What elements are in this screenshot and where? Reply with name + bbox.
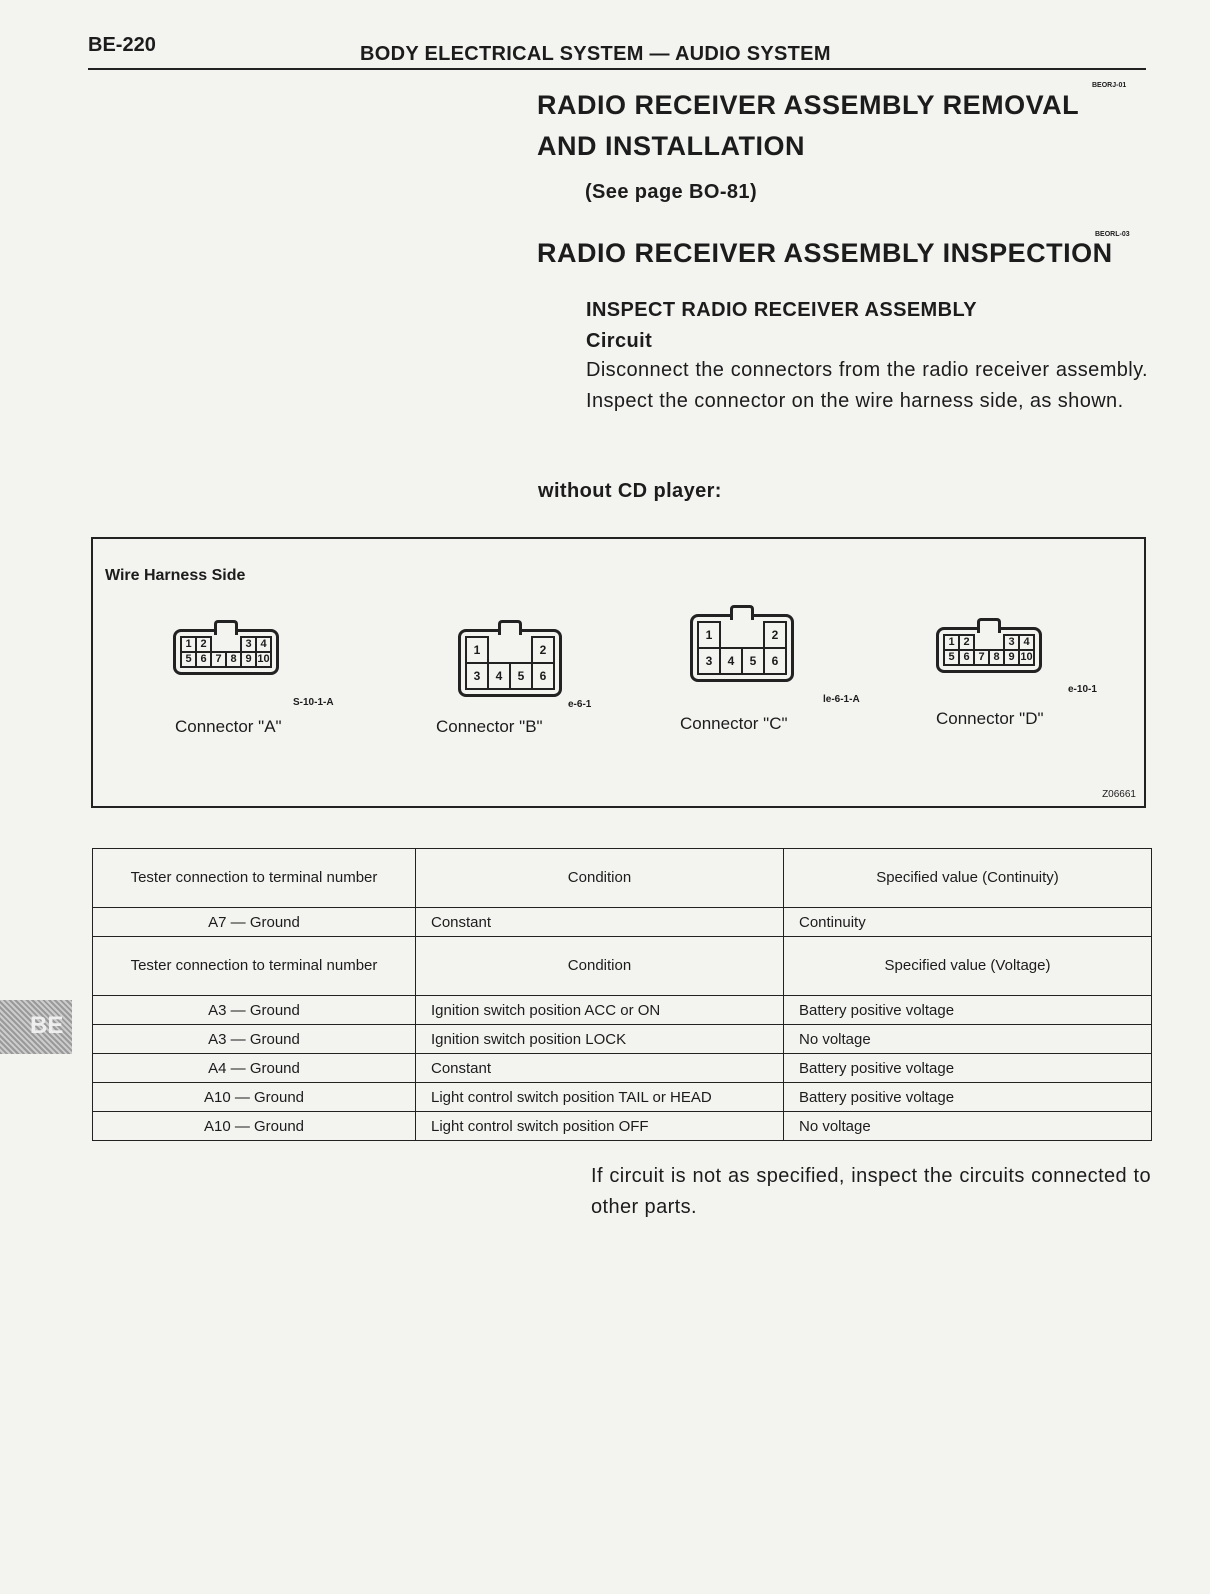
connector-label: Connector "B" [436, 717, 543, 736]
connector-pin: 3 [466, 663, 488, 689]
terminal-cell: A7 — Ground [93, 908, 416, 937]
table-row [93, 908, 1152, 937]
subheading: INSPECT RADIO RECEIVER ASSEMBLY [586, 299, 977, 321]
header-condition: Condition [416, 937, 784, 996]
connector-pin: 5 [944, 650, 959, 665]
condition-cell: Light control switch position TAIL or HEAD [416, 1083, 784, 1112]
connector-c-diagram [690, 614, 794, 687]
header-value: Specified value (Voltage) [784, 937, 1152, 996]
connector-latch [730, 605, 754, 620]
connector-gap [742, 622, 764, 648]
table-header [93, 937, 1152, 996]
connector-pin: 4 [1019, 635, 1034, 650]
connector-code: e-10-1 [1068, 684, 1097, 695]
connector-pin: 5 [510, 663, 532, 689]
section-tab [0, 1000, 72, 1054]
connector-gap [974, 635, 989, 650]
variant-label: without CD player: [538, 480, 722, 502]
terminal-cell: A4 — Ground [93, 1054, 416, 1083]
table-row [93, 1025, 1152, 1054]
connector-d-diagram [936, 627, 1042, 678]
connector-pin: 2 [532, 637, 554, 663]
connector-pin: 4 [720, 648, 742, 674]
terminal-cell: A10 — Ground [93, 1112, 416, 1141]
section-code: BEORJ-01 [1092, 82, 1127, 89]
section-title: AND INSTALLATION [537, 131, 805, 161]
connector-a-diagram [173, 629, 279, 680]
page-number: BE-220 [88, 34, 156, 56]
connector-pin: 4 [256, 637, 271, 652]
connector-pin: 2 [196, 637, 211, 652]
connector-pin: 7 [974, 650, 989, 665]
section-tab-label: BE [30, 1012, 64, 1039]
connector-label: Connector "D" [936, 709, 1044, 728]
value-cell: Battery positive voltage [784, 996, 1152, 1025]
connector-pin: 6 [196, 652, 211, 667]
connector-pin: 8 [989, 650, 1004, 665]
connector-label: Connector "C" [680, 714, 788, 733]
value-cell: No voltage [784, 1112, 1152, 1141]
section-title: RADIO RECEIVER ASSEMBLY INSPECTION [537, 238, 1113, 268]
connector-pin: 10 [1020, 651, 1033, 663]
connector-b-diagram [458, 629, 562, 702]
diagram-title: Wire Harness Side [105, 567, 246, 584]
connector-pin: 5 [742, 648, 764, 674]
connector-gap [720, 622, 742, 648]
connector-code: S-10-1-A [293, 697, 334, 708]
page-reference: (See page BO-81) [585, 181, 758, 203]
connector-latch [977, 618, 1001, 633]
connector-latch [214, 620, 238, 635]
connector-label: Connector "A" [175, 717, 282, 736]
connector-pin: 9 [1004, 650, 1019, 665]
connector-pin: 1 [698, 622, 720, 648]
connector-latch [498, 620, 522, 635]
condition-cell: Light control switch position OFF [416, 1112, 784, 1141]
connector-pin: 1 [944, 635, 959, 650]
connector-pin: 3 [1004, 635, 1019, 650]
connector-pin: 3 [698, 648, 720, 674]
instruction-paragraph: Disconnect the connectors from the radio receiver assembly. Inspect the connector on the wire harness side, as shown. [586, 359, 1148, 412]
connector-pin: 1 [466, 637, 488, 663]
value-cell: Battery positive voltage [784, 1083, 1152, 1112]
connector-code: le-6-1-A [823, 694, 860, 705]
connector-gap [226, 637, 241, 652]
connector-pin: 6 [532, 663, 554, 689]
condition-cell: Constant [416, 1054, 784, 1083]
value-cell: No voltage [784, 1025, 1152, 1054]
connector-gap [989, 635, 1004, 650]
section-title: RADIO RECEIVER ASSEMBLY REMOVAL [537, 90, 1080, 120]
connector-pin: 8 [226, 652, 241, 667]
connector-pin: 7 [211, 652, 226, 667]
header-value: Specified value (Continuity) [784, 849, 1152, 908]
header-title: BODY ELECTRICAL SYSTEM — AUDIO SYSTEM [360, 43, 831, 65]
header-condition: Condition [416, 849, 784, 908]
table-row [93, 1054, 1152, 1083]
condition-cell: Ignition switch position LOCK [416, 1025, 784, 1054]
header-terminal: Tester connection to terminal number [93, 849, 416, 908]
value-cell: Continuity [784, 908, 1152, 937]
connector-pin: 3 [241, 637, 256, 652]
condition-cell: Constant [416, 908, 784, 937]
value-cell: Battery positive voltage [784, 1054, 1152, 1083]
terminal-cell: A10 — Ground [93, 1083, 416, 1112]
terminal-cell: A3 — Ground [93, 1025, 416, 1054]
header-terminal: Tester connection to terminal number [93, 937, 416, 996]
connector-code: e-6-1 [568, 699, 592, 710]
connector-pin: 10 [257, 653, 270, 665]
table-row [93, 996, 1152, 1025]
table-header [93, 849, 1152, 908]
connector-pin: 2 [959, 635, 974, 650]
figure-id: Z06661 [1102, 789, 1136, 800]
connector-diagram [91, 537, 1146, 808]
connector-pin: 2 [764, 622, 786, 648]
footer-note: If circuit is not as specified, inspect the circuits connected to other parts. [591, 1165, 1151, 1218]
connector-pin: 6 [959, 650, 974, 665]
table-row [93, 1083, 1152, 1112]
connector-pin: 1 [181, 637, 196, 652]
condition-cell: Ignition switch position ACC or ON [416, 996, 784, 1025]
connector-pin: 6 [764, 648, 786, 674]
spec-table [92, 848, 1152, 1141]
header-divider [88, 68, 1146, 70]
table-row [93, 1112, 1152, 1141]
connector-gap [488, 637, 510, 663]
section-code: BEORL-03 [1095, 231, 1130, 238]
connector-pin: 4 [488, 663, 510, 689]
terminal-cell: A3 — Ground [93, 996, 416, 1025]
circuit-label: Circuit [586, 330, 653, 352]
connector-pin: 5 [181, 652, 196, 667]
connector-pin: 9 [241, 652, 256, 667]
connector-gap [510, 637, 532, 663]
connector-gap [211, 637, 226, 652]
